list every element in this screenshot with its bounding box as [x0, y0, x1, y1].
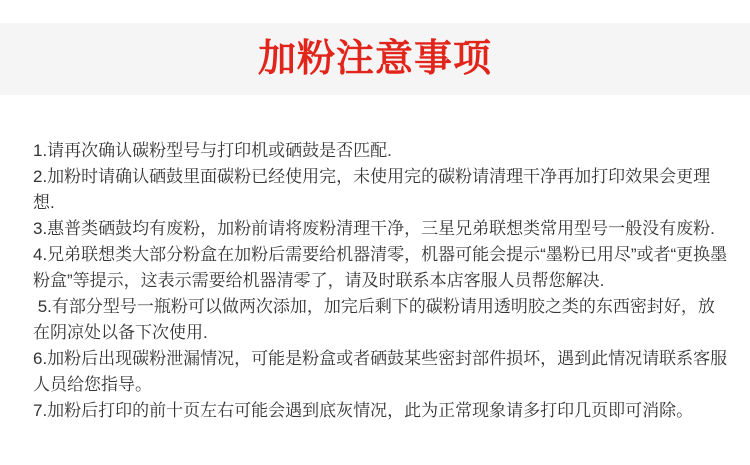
notice-item: 3.惠普类硒鼓均有废粉，加粉前请将废粉清理干净，三星兄弟联想类常用型号一般没有废粉. — [33, 219, 715, 238]
page-title: 加粉注意事项 — [257, 38, 492, 80]
notice-item: 6.加粉后出现碳粉泄漏情况，可能是粉盒或者硒鼓某些密封部件损坏，遇到此情况请联系客服人员给您指导。 — [33, 349, 728, 394]
notice-item: 4.兄弟联想类大部分粉盒在加粉后需要给机器清零，机器可能会提示“墨粉已用尽”或者“更换墨粉盒”等提示，这表示需要给机器清零了，请及时联系本店客服人员帮您解决. — [33, 245, 728, 290]
notice-item: 2.加粉时请确认硒鼓里面碳粉已经使用完，未使用完的碳粉请清理干净再加打印效果会更理想. — [33, 167, 711, 212]
notice-item: 1.请再次确认碳粉型号与打印机或硒鼓是否匹配. — [33, 141, 392, 160]
notice-list — [33, 138, 730, 424]
notice-item: 5.有部分型号一瓶粉可以做两次添加，加完后剩下的碳粉请用透明胶之类的东西密封好，放在阴凉处以备下次使用. — [33, 297, 715, 342]
title-band — [0, 23, 750, 95]
notice-item: 7.加粉后打印的前十页左右可能会遇到底灰情况，此为正常现象请多打印几页即可消除。 — [33, 401, 694, 420]
